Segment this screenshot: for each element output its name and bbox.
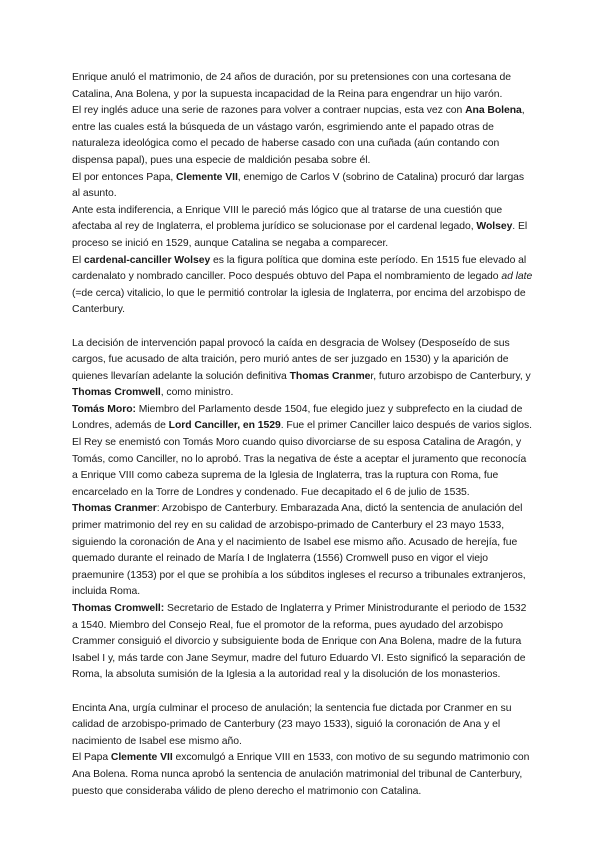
text-run: , entre las cuales está la búsqueda de un vástago varón, esgrimiendo ante el papado otras de naturaleza ideológica como el pecado de haberse casado con una cuñada (aún contando con dispensa papal), pues una especie de maldición pesaba sobre él. [72, 105, 525, 166]
text-run: Ante esta indiferencia, a Enrique VIII le pareció más lógico que al tratarse de una cuestión que afectaba al rey de Inglaterra, el problema jurídico se solucionase por el cardenal legado, [72, 204, 503, 233]
paragraph [72, 203, 534, 253]
document-body [72, 70, 534, 800]
bold-text: Ana Bolena [465, 105, 522, 117]
text-run: El rey inglés aduce una serie de razones para volver a contraer nupcias, esta vez con [72, 105, 466, 117]
bold-text: cardenal-canciller Wolsey [83, 254, 211, 266]
text-run: , como ministro. [160, 387, 234, 399]
text-run: : Arzobispo de Canterbury. Embarazada Ana, dictó la sentencia de anulación del primer matrimonio del rey en su calidad de arzobispo-primado de Canterbury el 23 mayo 1533, siguiendo la coronación de Ana y el nacimiento de Isabel ese mismo año. Acusado de herejía, fue quemado durante el reinado de María I de Inglaterra (1556) Cromwell puso en vigor el viejo praemunire (1353) por el que se prohibía a los súbditos ingleses el recurso a tribunales extranjeros, incluida Roma. [72, 503, 526, 598]
text-run: Miembro del Parlamento desde 1504, fue elegido juez y subprefecto en la ciudad de Londres, además de [72, 403, 523, 432]
paragraph [72, 253, 534, 319]
text-run: Encinta Ana, urgía culminar el proceso de anulación; la sentencia fue dictada por Cranmer en su calidad de arzobispo-primado de Canterbury (23 mayo 1533), siguió la coronación de Ana y el nacimiento de Isabel ese mismo año. [72, 702, 512, 747]
text-run: , enemigo de Carlos V (sobrino de Catalina) procuró dar largas al asunto. [72, 171, 525, 200]
paragraph [72, 750, 534, 800]
text-run: La decisión de intervención papal provocó la caída en desgracia de Wolsey (Desposeído de sus cargos, fue acusado de alta traición, pero murió antes de ser juzgado en 1530) y la aparición de quienes llevarían adelante la solución definitiva [72, 337, 510, 382]
text-run: Secretario de Estado de Inglaterra y Primer Ministrodurante el periodo de 1532 a 1540. Miembro del Consejo Real, fue el promotor de la reforma, pues ayudado del arzobispo Crammer consiguió el divorcio y subsiguiente boda de Enrique con Ana Bolena, madre de la futura Isabel I y, más tarde con Jane Seymur, madre del futuro Eduardo VI. Esto significó la separación de Roma, la absoluta sumisión de la Iglesia a la autoridad real y la disolución de los monasterios. [72, 603, 527, 681]
paragraph [72, 601, 534, 684]
text-run: . Fue el primer Canciller laico después de varios siglos. El Rey se enemistó con Tomás Moro cuando quiso divorciarse de su esposa Catalina de Aragón, y Tomás, como Canciller, no lo aprobó. Tras la negativa de éste a aceptar el juramento que reconocía a Enrique VIII como cabeza suprema de la Iglesia de Inglaterra, tras la ruptura con Roma, fue encarcelado en la Torre de Londres y condenado. Fue decapitado el 6 de julio de 1535. [72, 420, 532, 498]
bold-text: Tomás Moro: [72, 403, 136, 415]
bold-text: Clemente VII [110, 752, 173, 764]
text-run: El por entonces Papa, [72, 171, 177, 183]
text-run: excomulgó a Enrique VIII en 1533, con motivo de su segundo matrimonio con Ana Bolena. Roma nunca aprobó la sentencia de anulación matrimonial del tribunal de Canterbury, puesto que consideraba válido de pleno derecho el matrimonio con Catalina. [72, 752, 530, 797]
paragraph [72, 70, 534, 103]
paragraph [72, 501, 534, 601]
text-run: . El proceso se inició en 1529, aunque Catalina se negaba a comparecer. [72, 221, 528, 249]
bold-text: Thomas Cromwell: [72, 603, 165, 614]
bold-text: Thomas Cromwell [72, 387, 161, 399]
paragraph [72, 402, 534, 502]
bold-text: Thomas Cranmer [72, 503, 157, 515]
paragraph [72, 701, 534, 751]
bold-text: Clemente VII [176, 171, 238, 183]
paragraph [72, 336, 534, 402]
text-run: es la figura política que domina este período. En 1515 fue elevado al cardenalato y nombrado canciller. Poco después obtuvo del Papa el nombramiento de legado [72, 254, 527, 283]
italic-text: ad late [501, 271, 533, 283]
text-run: El [72, 254, 84, 266]
text-run: r, futuro arzobispo de Canterbury, y [370, 370, 531, 382]
bold-text: Wolsey [476, 221, 513, 233]
text-run: Enrique anuló el matrimonio, de 24 años de duración, por su pretensiones con una cortesana de Catalina, Ana Bolena, y por la supuesta incapacidad de la Reina para engendrar un hijo varón. [72, 72, 511, 100]
paragraph [72, 170, 534, 203]
text-run: (=de cerca) vitalicio, lo que le permitió controlar la iglesia de Inglaterra, por encima del arzobispo de Canterbury. [72, 287, 526, 316]
bold-text: Thomas Cranme [289, 370, 371, 382]
paragraph [72, 103, 534, 169]
bold-text: Lord Canciller, en 1529 [168, 420, 281, 432]
text-run: El Papa [72, 752, 111, 764]
